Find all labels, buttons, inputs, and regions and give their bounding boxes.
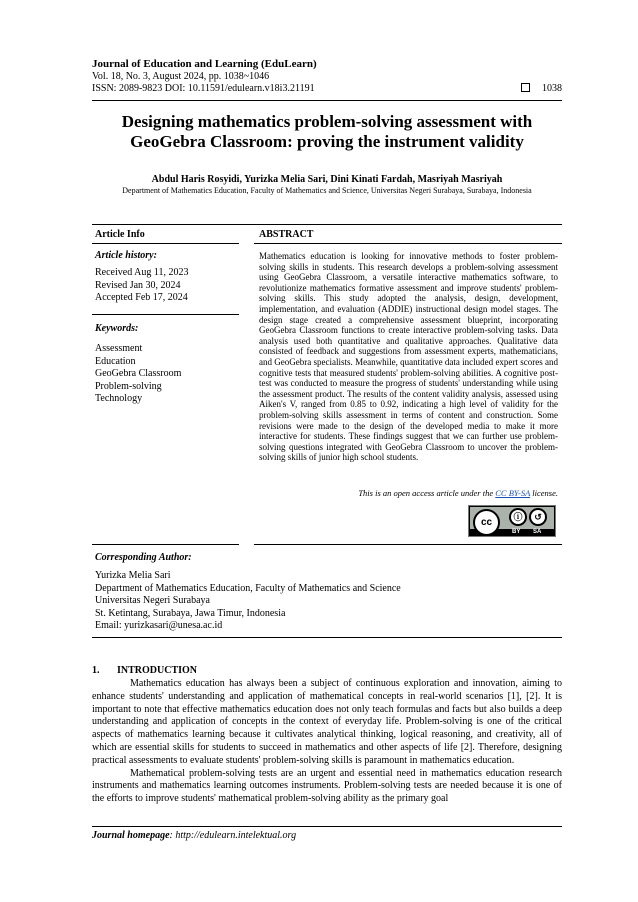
issn-line <box>92 83 562 94</box>
cc-by-sa-badge[interactable] <box>468 505 556 537</box>
article-history-list <box>95 267 189 305</box>
history-rule <box>92 314 239 315</box>
by-person-icon: ⓘ <box>509 508 527 526</box>
info-top-rule <box>92 224 562 225</box>
corr-email: Email: yurizkasari@unesa.ac.id <box>95 620 223 631</box>
keywords-list <box>95 343 181 406</box>
introduction-heading: 1. INTRODUCTION <box>92 665 198 676</box>
sa-share-icon: ↺ <box>529 508 547 526</box>
history-item: Revised Jan 30, 2024 <box>95 279 181 291</box>
corresponding-rule <box>92 637 562 638</box>
article-history-heading: Article history: <box>95 250 157 261</box>
corr-university: Universitas Negeri Surabaya <box>95 595 210 606</box>
corr-department: Department of Mathematics Education, Faculty of Mathematics and Science <box>95 582 401 594</box>
volume-line: Vol. 18, No. 3, August 2024, pp. 1038~1046 <box>92 71 270 82</box>
abstract-text: Mathematics education is looking for innovative methods to foster problem-solving skills in students. This research develops a problem-solving assessment using GeoGebra Classroom, a versatile interactive mathematics software, to revolutionize mathematics formative assessment and improve students' problem-solving skills. This study adopted the analysis, design, development, implementation, and evaluation (ADDIE) instructional design model stages. The design stage created a comprehensive assessment blueprint, incorporating GeoGebra Classroom functions to create interactive problem-solving tasks. Data analysis used both quantitative and qualitative approaches. Qualitative data consisted of feedback and suggestions from assessment experts, mathematicians, and GeoGebra specialists. Meanwhile, quantitative data included expert scores and cognitive tests that measured students' problem-solving abilities. A cognitive post-test was conducted to measure the progress of students' understanding while using the assessment product. The results of the content validity analysis, assessed using Aiken's V, ranged from 0.85 to 0.92, indicating a high level of validity for the problem-solving skills assessment in terms of content and construction. Some revisions were made to the design of the developed media to make it more interactive for students. These findings suggest that we can further use problem-solving questions integrated with GeoGebra Classroom to uncover the problem-solving skills of junior high school students. <box>259 251 558 463</box>
page-number: 1038 <box>542 83 562 94</box>
abstract-heading-rule <box>254 243 562 244</box>
intro-paragraph: Mathematical problem-solving tests are an urgent and essential need in mathematics education research instruments and mathematics learning outcomes instruments. Problem-solving tests are needed because it is one of the efforts to improve students' mathematical problem-solving ability as the primary goal <box>92 767 562 805</box>
footer-rule <box>92 826 562 827</box>
history-item: Accepted Feb 17, 2024 <box>95 292 188 303</box>
intro-paragraph: Mathematics education has always been a subject of continuous exploration and innovation, aiming to enhance students' understanding and application of mathematical concepts in real-world scenarios [1], [2]. It is important to note that effective mathematics education does not only teach formulas and facts but also builds a deep understanding and application of concepts in the context of everyday life. Problem-solving is one of the critical aspects of mathematics learning because it cultivates analytical thinking, logical reasoning, and creativity, all of which are essential skills for students to succeed in mathematics and other aspects of life [2]. Therefore, designing practical assessments to evaluate students' problem-solving skills is paramount in mathematics education. <box>92 678 562 766</box>
journal-name: Journal of Education and Learning (EduLearn) <box>92 58 317 70</box>
keywords-heading: Keywords: <box>95 323 139 334</box>
authors: Abdul Haris Rosyidi, Yurizka Melia Sari, Dini Kinati Fardah, Masriyah Masriyah <box>151 174 503 185</box>
keyword-item: Education <box>95 355 136 367</box>
homepage-url[interactable]: : http://edulearn.intelektual.org <box>169 830 297 841</box>
issn-doi-text: ISSN: 2089-9823 DOI: 10.11591/edulearn.v18i3.21191 <box>92 83 315 94</box>
corresponding-details <box>95 570 401 633</box>
keyword-item: Assessment <box>95 343 143 354</box>
corresponding-heading: Corresponding Author: <box>95 552 192 563</box>
info-bottom-rule <box>92 544 239 545</box>
history-item: Received Aug 11, 2023 <box>95 267 189 278</box>
info-heading-rule <box>92 243 239 244</box>
keyword-item: Problem-solving <box>95 380 162 392</box>
license-link[interactable]: CC BY-SA <box>495 488 531 498</box>
cc-sa-label: SA <box>533 529 542 535</box>
homepage-label: Journal homepage <box>92 830 170 841</box>
introduction-body <box>92 678 562 806</box>
keyword-item: GeoGebra Classroom <box>95 368 182 379</box>
header-rule <box>92 100 562 101</box>
open-access-prefix: This is an open access article under the <box>358 488 496 498</box>
corr-name: Yurizka Melia Sari <box>95 570 171 581</box>
keyword-item: Technology <box>95 393 143 404</box>
open-access-suffix: license. <box>530 488 558 498</box>
square-box-icon <box>521 83 530 92</box>
abstract-heading: ABSTRACT <box>259 229 314 240</box>
corr-address: St. Ketintang, Surabaya, Jawa Timur, Indonesia <box>95 607 286 619</box>
open-access-line <box>259 488 558 498</box>
cc-icon: cc <box>473 509 500 536</box>
article-info-heading: Article Info <box>95 229 145 240</box>
journal-homepage <box>92 830 296 841</box>
abstract-bottom-rule <box>254 544 562 545</box>
paper-title: Designing mathematics problem-solving assessment with GeoGebra Classroom: proving the instrument validity <box>121 112 533 151</box>
affiliation: Department of Mathematics Education, Faculty of Mathematics and Science, Universitas Negeri Surabaya, Surabaya, Indonesia <box>122 186 532 195</box>
cc-by-label: BY <box>512 529 521 535</box>
page-number-group <box>521 83 562 94</box>
